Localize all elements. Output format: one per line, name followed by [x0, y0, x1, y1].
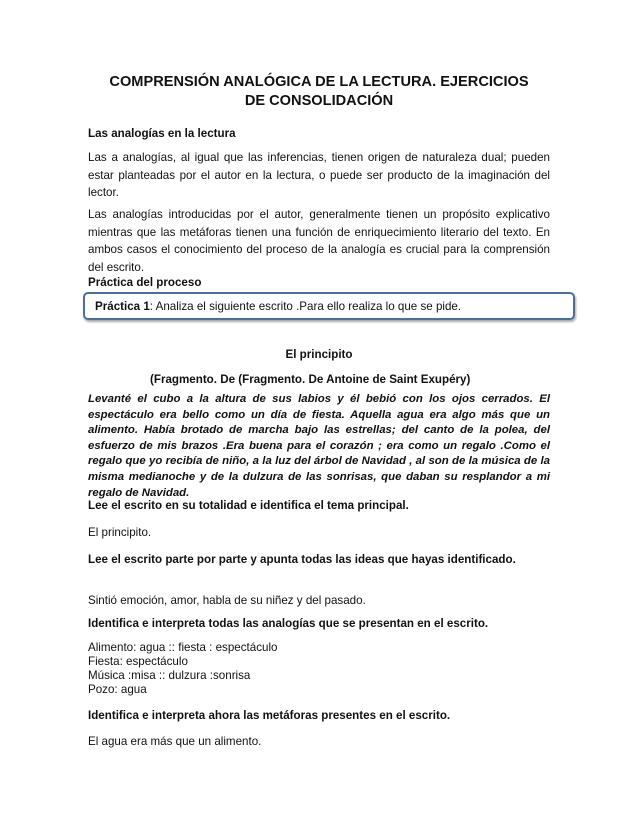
list-item: Fiesta: espectáculo: [88, 655, 188, 668]
quoted-fragment: Levanté el cubo a la altura de sus labios y él bebió con los ojos cerrados. El espectáculo era bello como un día de fiesta. Aquella agua era algo más que un alimento. Había brotado de marcha bajo las estrellas; del canto de la polea, del esfuerzo de mis brazos .Era buena para el corazón ; era como un regalo .Como el regalo que yo recibía de niño, a la luz del árbol de Navidad , al son de la música de la misma medianoche y de la dulzura de las sonrisas, que daban su resplandor a mi regalo de Navidad.: [88, 393, 550, 499]
answer-4: El agua era más que un alimento.: [88, 735, 262, 748]
practice-text: : Analiza el siguiente escrito .Para ello realiza lo que se pide.: [149, 300, 462, 313]
list-item: Alimento: agua :: fiesta : espectáculo: [88, 641, 278, 654]
answer-1: El principito.: [88, 526, 152, 539]
title-line-2: DE CONSOLIDACIÓN: [244, 93, 394, 109]
list-item: Música :misa :: dulzura :sonrisa: [88, 669, 251, 682]
answer-2: Sintió emoción, amor, habla de su niñez y del pasado.: [88, 594, 366, 607]
practice-label: Práctica 1: [95, 300, 150, 313]
title-line-1: COMPRENSIÓN ANALÓGICA DE LA LECTURA. EJERCICIOS: [109, 74, 529, 90]
practice-box: [83, 292, 575, 320]
question-4: Identifica e interpreta ahora las metáforas presentes en el escrito.: [88, 709, 451, 722]
section-heading-analogias: Las analogías en la lectura: [88, 127, 236, 140]
document-title: [88, 73, 550, 111]
question-3: Identifica e interpreta todas las analogías que se presentan en el escrito.: [88, 617, 489, 630]
text-subtitle: (Fragmento. De (Fragmento. De Antoine de Saint Exupéry): [150, 373, 471, 386]
question-2: Lee el escrito parte por parte y apunta todas las ideas que hayas identificado.: [88, 553, 516, 566]
text-title: El principito: [285, 348, 353, 361]
practice-instruction: [95, 299, 461, 315]
analogies-list: [88, 641, 550, 697]
list-item: Pozo: agua: [88, 683, 147, 696]
question-1: Lee el escrito en su totalidad e identifica el tema principal.: [88, 499, 409, 512]
section-heading-practica: Práctica del proceso: [88, 276, 202, 289]
paragraph-2: Las analogías introducidas por el autor, generalmente tienen un propósito explicativo mientras que las metáforas tienen una función de enriquecimiento literario del texto. En ambos casos el conocimiento del proceso de la analogía es crucial para la comprensión del escrito.: [88, 208, 550, 274]
paragraph-1: Las a analogías, al igual que las inferencias, tienen origen de naturaleza dual; pueden estar planteadas por el autor en la lectura, o puede ser producto de la imaginación del lector.: [88, 151, 550, 199]
